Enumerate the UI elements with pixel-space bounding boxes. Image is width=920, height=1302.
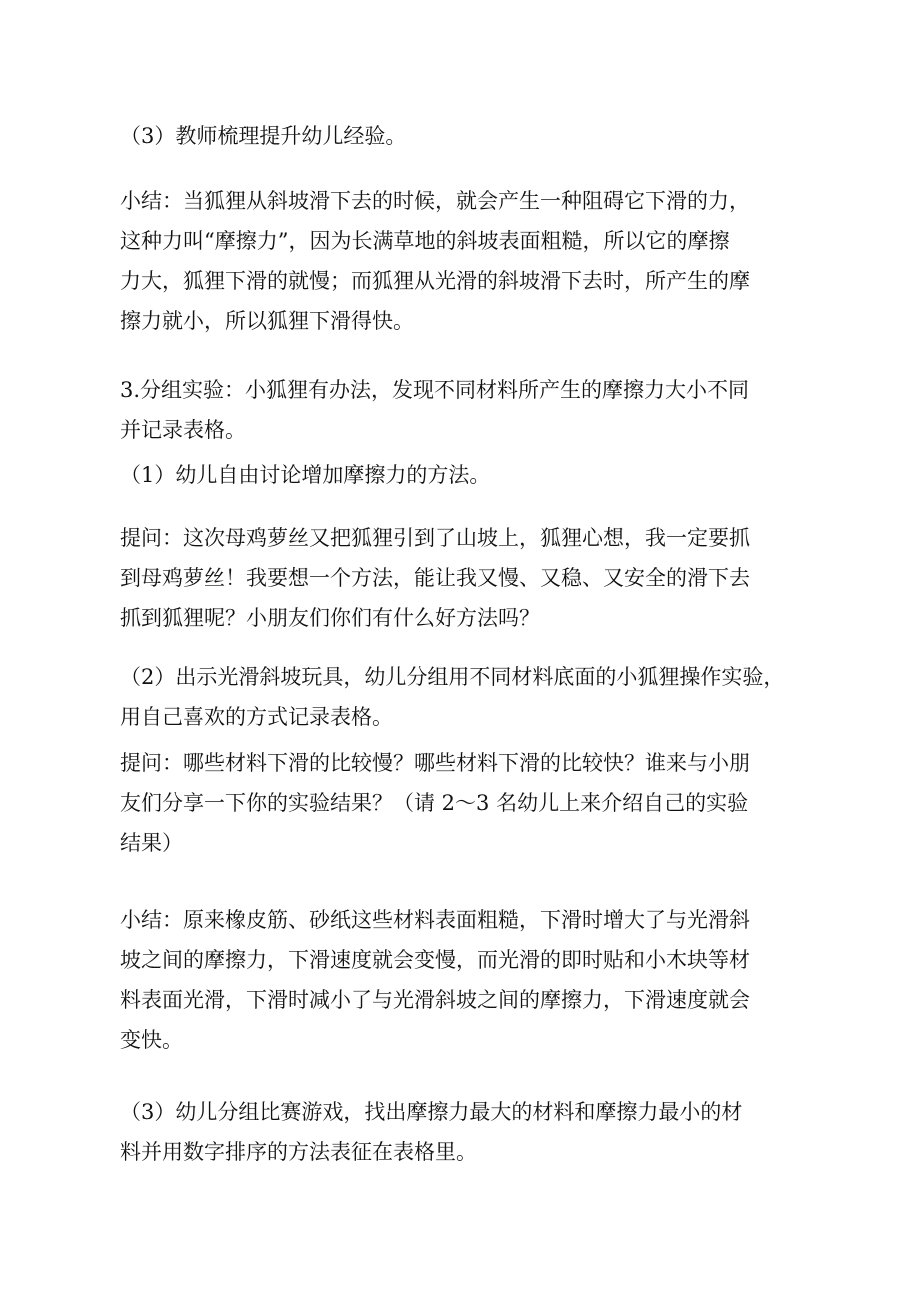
paragraph-summary-materials bbox=[120, 900, 810, 1060]
text-line: 友们分享一下你的实验结果？（请 2～3 名幼儿上来介绍自己的实验 bbox=[120, 791, 749, 815]
text-line: 提问：哪些材料下滑的比较慢？哪些材料下滑的比较快？谁来与小朋 bbox=[120, 751, 750, 775]
text-line: 料并用数字排序的方法表征在表格里。 bbox=[120, 1140, 477, 1164]
text-line: 力大，狐狸下滑的就慢；而狐狸从光滑的斜坡滑下去时，所产生的摩 bbox=[120, 269, 750, 293]
text-line: 料表面光滑，下滑时减小了与光滑斜坡之间的摩擦力，下滑速度就会 bbox=[120, 988, 750, 1012]
paragraph-summary-friction bbox=[120, 181, 810, 341]
text-line: （1）幼儿自由讨论增加摩擦力的方法。 bbox=[120, 463, 491, 487]
text-line: 小结：原来橡皮筋、砂纸这些材料表面粗糙，下滑时增大了与光滑斜 bbox=[120, 908, 750, 932]
text-line: （3）幼儿分组比赛游戏，找出摩擦力最大的材料和摩擦力最小的材 bbox=[120, 1100, 743, 1124]
paragraph-group-game bbox=[120, 1092, 810, 1172]
text-line: 这种力叫“摩擦力”，因为长满草地的斜坡表面粗糙，所以它的摩擦 bbox=[120, 229, 730, 253]
text-line: （3）教师梳理提升幼儿经验。 bbox=[120, 124, 407, 148]
paragraph-question-materials bbox=[120, 743, 810, 863]
text-line: （2）出示光滑斜坡玩具，幼儿分组用不同材料底面的小狐狸操作实验， bbox=[120, 665, 785, 689]
text-line: 用自己喜欢的方式记录表格。 bbox=[120, 705, 393, 729]
paragraph-free-discussion bbox=[120, 455, 810, 495]
text-line: 3.分组实验：小狐狸有办法，发现不同材料所产生的摩擦力大小不同 bbox=[120, 378, 750, 402]
paragraph-group-experiment bbox=[120, 370, 810, 450]
paragraph-question-hen bbox=[120, 518, 810, 638]
paragraph-teacher-summary-step bbox=[120, 116, 810, 156]
text-line: 坡之间的摩擦力，下滑速度就会变慢，而光滑的即时贴和小木块等材 bbox=[120, 948, 750, 972]
text-line: 变快。 bbox=[120, 1028, 183, 1052]
text-line: 并记录表格。 bbox=[120, 418, 246, 442]
text-line: 提问：这次母鸡萝丝又把狐狸引到了山坡上，狐狸心想，我一定要抓 bbox=[120, 526, 750, 550]
text-line: 抓到狐狸呢？小朋友们你们有什么好方法吗？ bbox=[120, 606, 540, 630]
text-line: 到母鸡萝丝！我要想一个方法，能让我又慢、又稳、又安全的滑下去 bbox=[120, 566, 750, 590]
paragraph-slope-toy bbox=[120, 657, 810, 737]
text-line: 擦力就小，所以狐狸下滑得快。 bbox=[120, 309, 414, 333]
text-line: 结果） bbox=[120, 831, 183, 855]
text-line: 小结：当狐狸从斜坡滑下去的时候，就会产生一种阻碍它下滑的力， bbox=[120, 189, 750, 213]
